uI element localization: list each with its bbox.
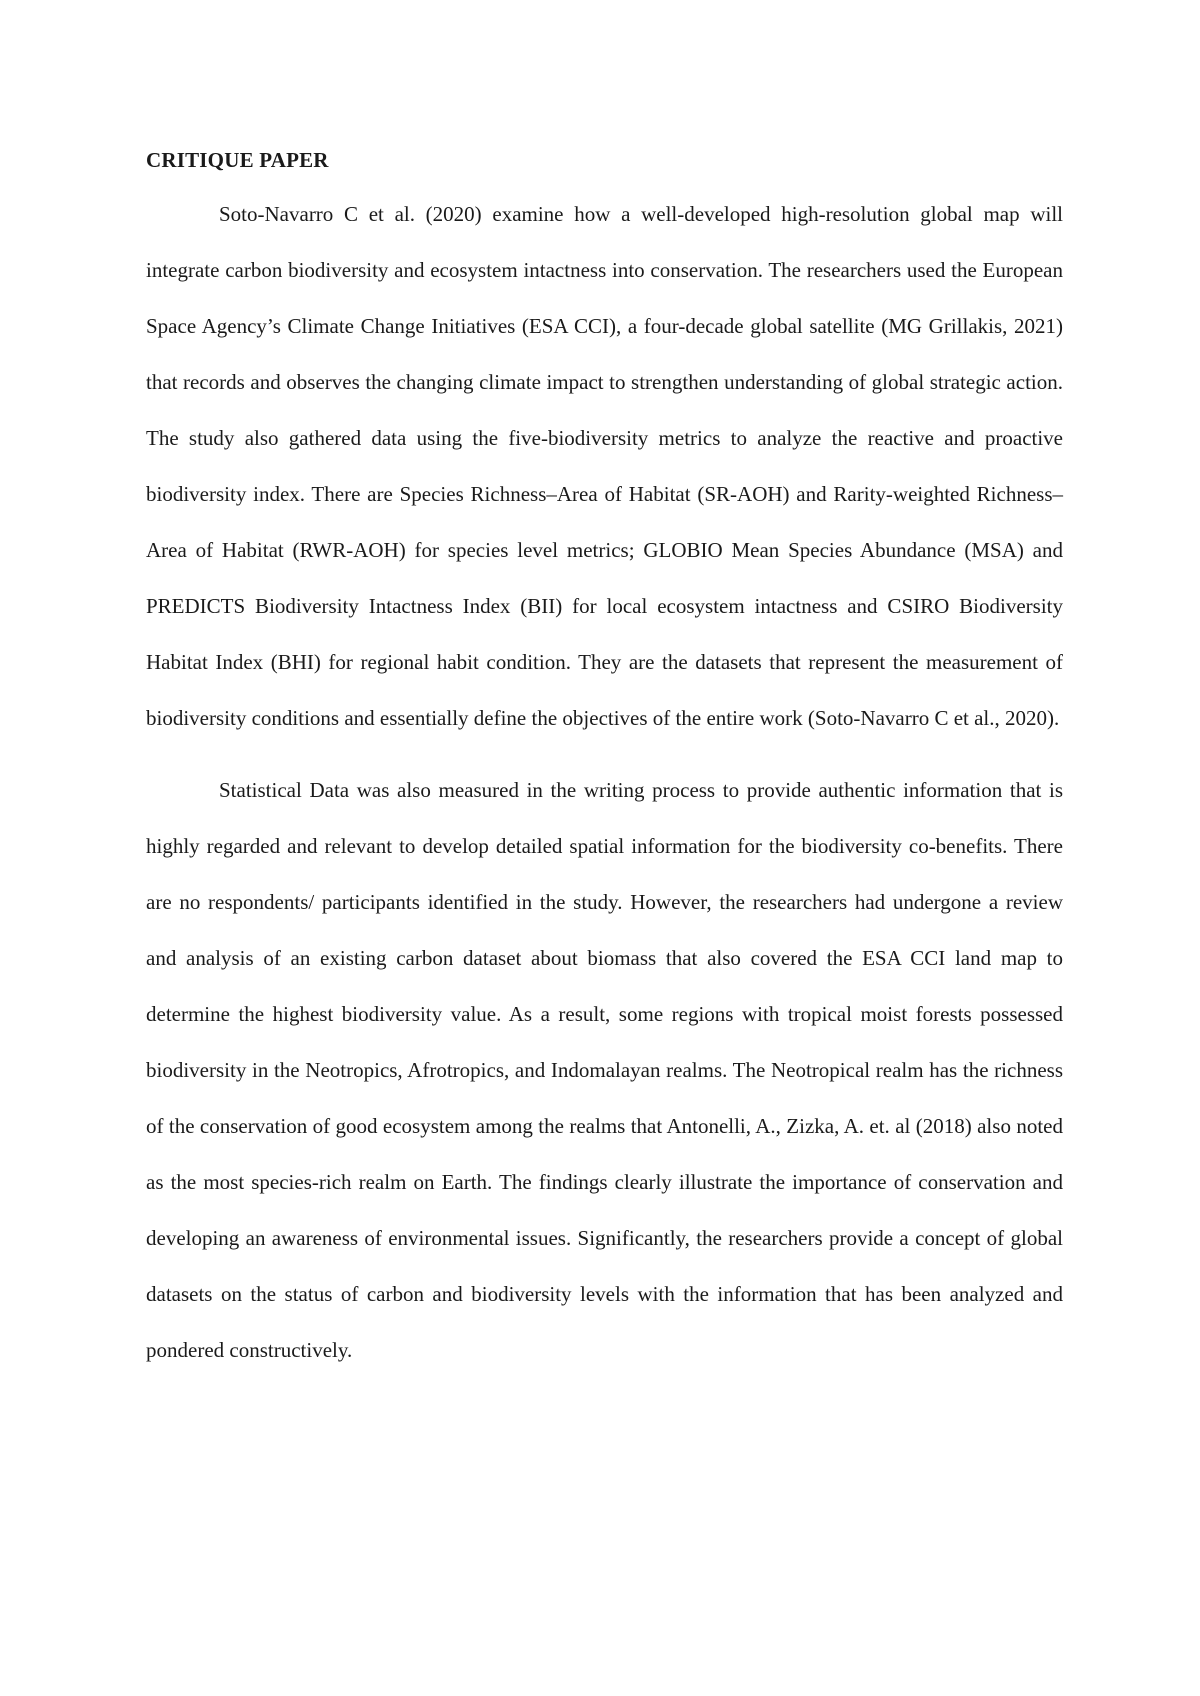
document-body (146, 140, 1063, 1378)
paragraph-1: Soto-Navarro C et al. (2020) examine how a well-developed high-resolution global map will integrate carbon biodiversity and ecosystem intactness into conservation. The researchers used the European Space Agency’s Climate Change Initiatives (ESA CCI), a four-decade global satellite (MG Grillakis, 2021) that records and observes the changing climate impact to strengthen understanding of global strategic action. The study also gathered data using the five-biodiversity metrics to analyze the reactive and proactive biodiversity index. There are Species Richness–Area of Habitat (SR-AOH) and Rarity-weighted Richness–Area of Habitat (RWR-AOH) for species level metrics; GLOBIO Mean Species Abundance (MSA) and PREDICTS Biodiversity Intactness Index (BII) for local ecosystem intactness and CSIRO Biodiversity Habitat Index (BHI) for regional habit condition. They are the datasets that represent the measurement of biodiversity conditions and essentially define the objectives of the entire work (Soto-Navarro C et al., 2020). (146, 202, 1063, 730)
paragraph-2: Statistical Data was also measured in the writing process to provide authentic information that is highly regarded and relevant to develop detailed spatial information for the biodiversity co-benefits. There are no respondents/ participants identified in the study. However, the researchers had undergone a review and analysis of an existing carbon dataset about biomass that also covered the ESA CCI land map to determine the highest biodiversity value. As a result, some regions with tropical moist forests possessed biodiversity in the Neotropics, Afrotropics, and Indomalayan realms. The Neotropical realm has the richness of the conservation of good ecosystem among the realms that Antonelli, A., Zizka, A. et. al (2018) also noted as the most species-rich realm on Earth. The findings clearly illustrate the importance of conservation and developing an awareness of environmental issues. Significantly, the researchers provide a concept of global datasets on the status of carbon and biodiversity levels with the information that has been analyzed and pondered constructively. (146, 778, 1063, 1362)
page-title: CRITIQUE PAPER (146, 148, 329, 172)
